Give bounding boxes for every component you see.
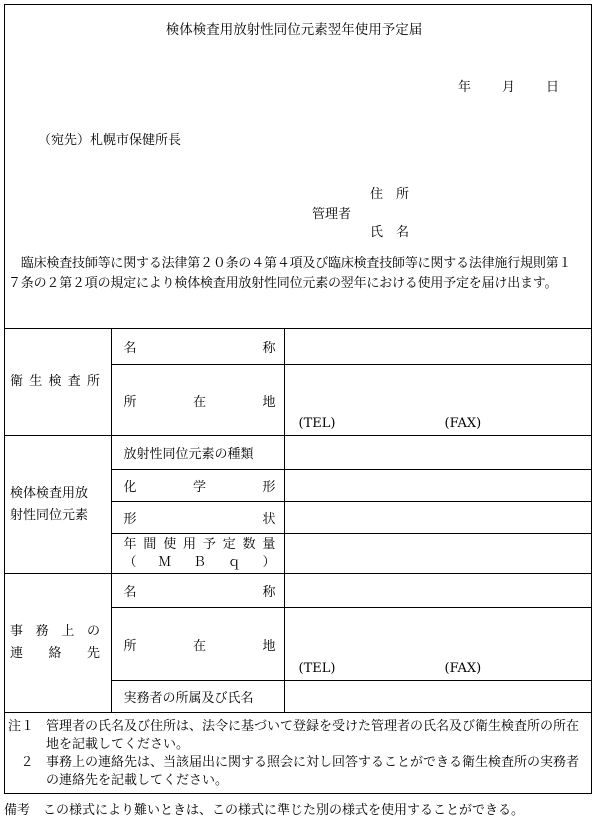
manager-address-label: 住 所: [370, 187, 410, 202]
contact-fax-label: (FAX): [444, 661, 482, 676]
shape-field[interactable]: [284, 502, 592, 534]
lab-name-label: 名 称: [111, 329, 284, 365]
contact-tel-label: (TEL): [298, 661, 336, 676]
lab-section-title: 衛 生 検 査 所: [4, 329, 111, 436]
contact-location-label: 所 在 地: [111, 608, 284, 681]
chemical-form-field[interactable]: [284, 470, 592, 502]
lab-fax-label: (FAX): [444, 416, 482, 431]
lab-location-field[interactable]: [284, 365, 592, 436]
remark: 備考 この様式により難いときは、この様式に準じた別の様式を使用することができる。: [4, 803, 525, 818]
contact-location-field[interactable]: [284, 608, 592, 681]
note-2: ２ 事務上の連絡先は、当該届出に関する照会に対し回答することができる衛生検査所の実務者の連絡先を記載してください。: [20, 755, 580, 788]
addressee: （宛先）札幌市保健所長: [38, 133, 182, 148]
isotope-section-title: 検体検査用放 射性同位元素: [4, 436, 111, 574]
body-text: 臨床検査技師等に関する法律第２０条の４第４項及び臨床検査技師等に関する法律施行規則第１７条の２第２項の規定により検体検査用放射性同位元素の翌年における使用予定を届け出ます。: [8, 256, 572, 291]
manager-name-label: 氏 名: [370, 225, 410, 240]
date-day: 日: [546, 80, 560, 95]
manager-label: 管理者: [312, 207, 352, 222]
note-1: 注１ 管理者の氏名及び住所は、法令に基づいて登録を受けた管理者の氏名及び衛生検査所の所在地を記載してください。: [8, 719, 580, 752]
isotope-type-field[interactable]: [284, 436, 592, 470]
date-year: 年: [458, 80, 472, 95]
shape-label: 形 状: [111, 502, 284, 534]
annual-quantity-field[interactable]: [284, 534, 592, 574]
form-table: [4, 328, 592, 713]
lab-name-field[interactable]: [284, 329, 592, 365]
contact-name-field[interactable]: [284, 574, 592, 608]
contact-section-title: 事 務 上 の 連 絡 先: [4, 574, 111, 713]
date-month: 月: [502, 80, 516, 95]
contact-person-field[interactable]: [284, 681, 592, 713]
chemical-form-label: 化 学 形: [111, 470, 284, 502]
isotope-type-label: 放射性同位元素の種類: [111, 436, 284, 470]
contact-name-label: 名 称: [111, 574, 284, 608]
lab-location-label: 所 在 地: [111, 365, 284, 436]
annual-quantity-label: 年 間 使 用 予 定 数 量 （ Ｍ Ｂ ｑ ）: [111, 534, 284, 574]
contact-person-label: 実務者の所属及び氏名: [111, 681, 284, 713]
form-title: 検体検査用放射性同位元素翌年使用予定届: [165, 22, 423, 38]
lab-tel-label: (TEL): [298, 416, 336, 431]
notes: [8, 718, 586, 790]
